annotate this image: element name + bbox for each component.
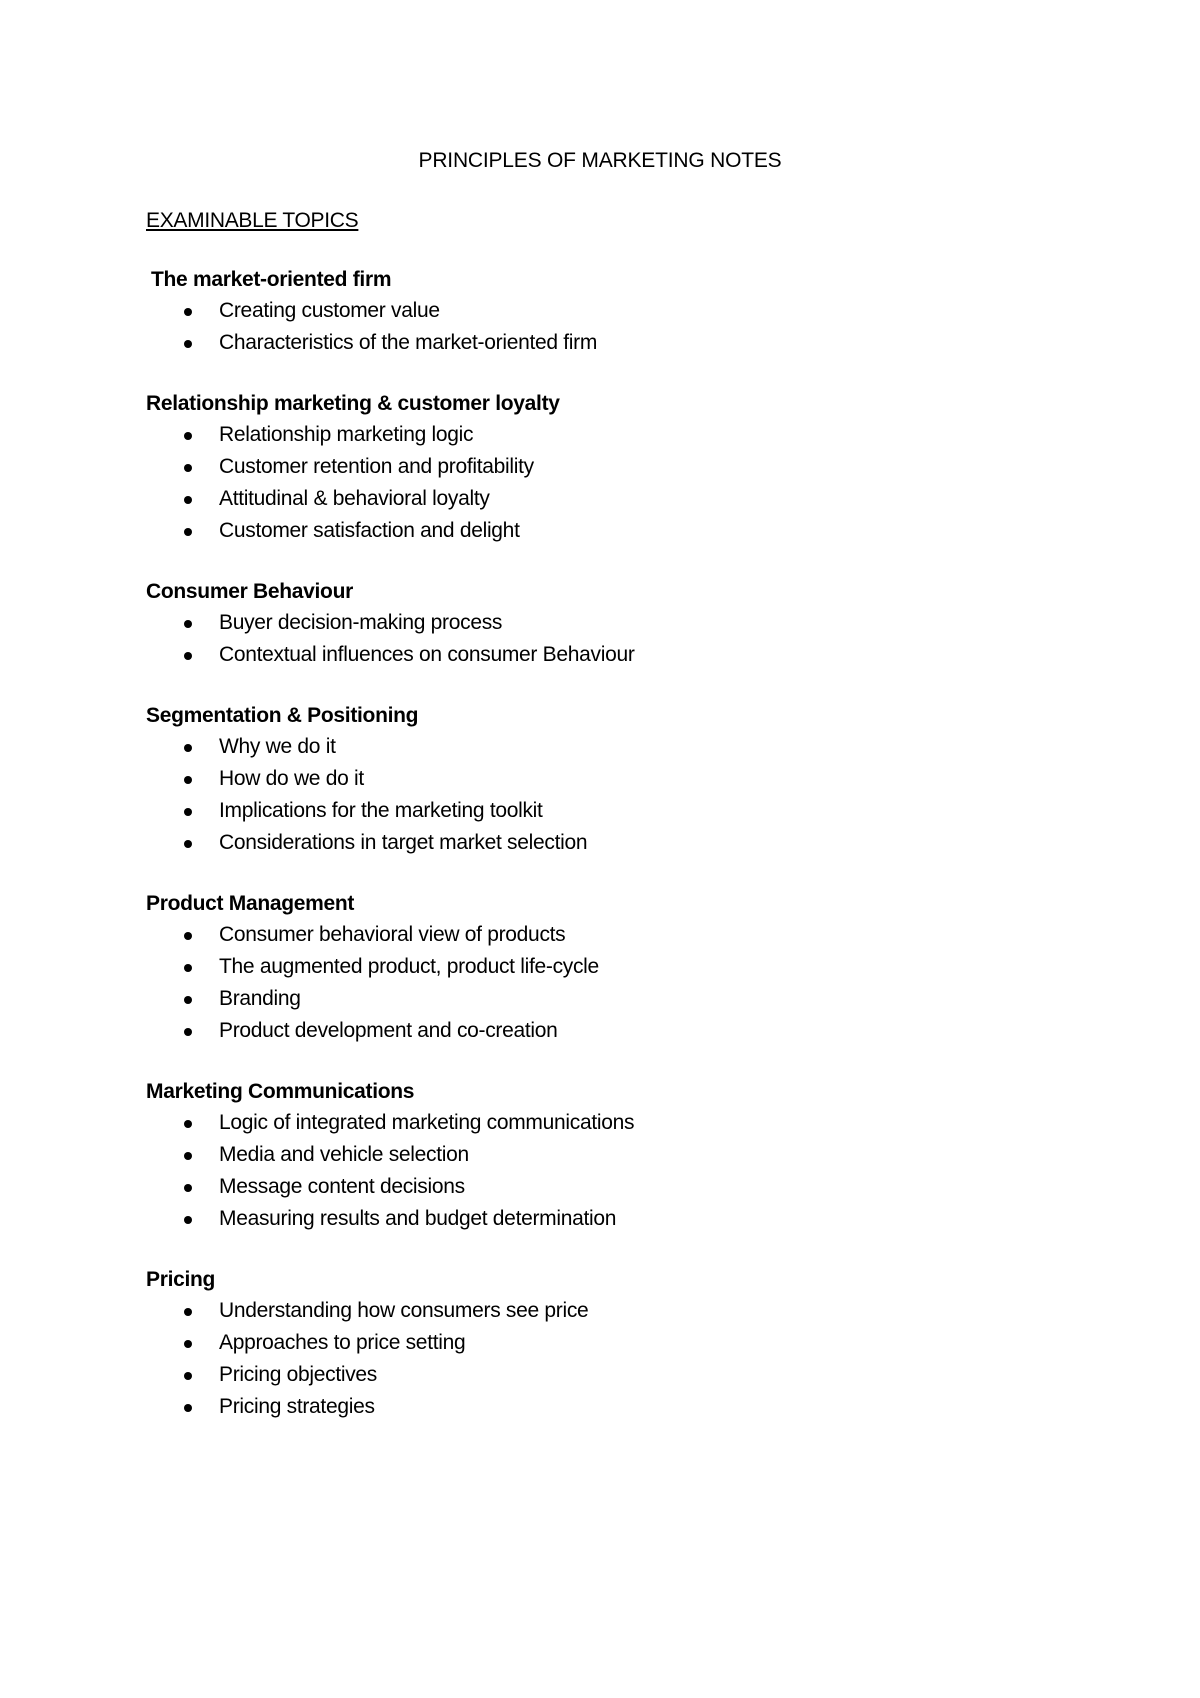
list-item-text: Measuring results and budget determination (219, 1207, 617, 1230)
bullet-icon (184, 840, 192, 848)
topic-section (146, 1265, 1046, 1423)
list-item (146, 1171, 1046, 1203)
list-item (146, 515, 1046, 547)
bullet-icon (184, 652, 192, 660)
list-item (146, 483, 1046, 515)
list-item-text: Implications for the marketing toolkit (219, 799, 543, 822)
bullet-icon (184, 496, 192, 504)
bullet-list (146, 607, 1046, 671)
list-item (146, 1107, 1046, 1139)
list-item (146, 607, 1046, 639)
list-item (146, 951, 1046, 983)
bullet-icon (184, 1028, 192, 1036)
list-item-text: The augmented product, product life-cycle (219, 955, 599, 978)
bullet-icon (184, 776, 192, 784)
list-item (146, 1295, 1046, 1327)
list-item-text: Pricing strategies (219, 1395, 375, 1418)
list-item (146, 1359, 1046, 1391)
bullet-icon (184, 1372, 192, 1380)
list-item (146, 919, 1046, 951)
topic-section (146, 389, 1046, 547)
list-item (146, 731, 1046, 763)
list-item (146, 1203, 1046, 1235)
bullet-icon (184, 620, 192, 628)
bullet-icon (184, 1152, 192, 1160)
list-item (146, 451, 1046, 483)
bullet-icon (184, 932, 192, 940)
section-heading: Segmentation & Positioning (146, 704, 419, 727)
list-item-text: Buyer decision-making process (219, 611, 503, 634)
list-item-text: Considerations in target market selection (219, 831, 588, 854)
bullet-list (146, 1107, 1046, 1235)
list-item-text: Customer satisfaction and delight (219, 519, 520, 542)
list-item-text: Message content decisions (219, 1175, 465, 1198)
list-item (146, 327, 1046, 359)
bullet-icon (184, 1184, 192, 1192)
list-item (146, 827, 1046, 859)
list-item-text: Approaches to price setting (219, 1331, 466, 1354)
section-heading: Marketing Communications (146, 1080, 415, 1103)
bullet-list (146, 1295, 1046, 1423)
list-item (146, 1327, 1046, 1359)
section-heading: Product Management (146, 892, 355, 915)
topic-section (146, 577, 1046, 671)
list-item (146, 983, 1046, 1015)
list-item-text: How do we do it (219, 767, 364, 790)
topic-section (146, 701, 1046, 859)
list-item (146, 295, 1046, 327)
bullet-icon (184, 808, 192, 816)
section-heading: Pricing (146, 1268, 216, 1291)
list-item-text: Logic of integrated marketing communications (219, 1111, 635, 1134)
bullet-icon (184, 996, 192, 1004)
bullet-icon (184, 432, 192, 440)
bullet-icon (184, 1216, 192, 1224)
list-item (146, 1015, 1046, 1047)
list-item-text: Why we do it (219, 735, 336, 758)
list-item-text: Pricing objectives (219, 1363, 378, 1386)
page-subtitle: EXAMINABLE TOPICS (146, 209, 359, 232)
list-item-text: Consumer behavioral view of products (219, 923, 566, 946)
bullet-list (146, 731, 1046, 859)
list-item-text: Understanding how consumers see price (219, 1299, 589, 1322)
topic-section (146, 1077, 1046, 1235)
bullet-list (146, 295, 1046, 359)
topic-section (146, 889, 1046, 1047)
list-item-text: Attitudinal & behavioral loyalty (219, 487, 490, 510)
section-heading: Consumer Behaviour (146, 580, 353, 603)
list-item (146, 1391, 1046, 1423)
list-item (146, 763, 1046, 795)
list-item (146, 419, 1046, 451)
page-title: PRINCIPLES OF MARKETING NOTES (418, 149, 782, 172)
list-item-text: Creating customer value (219, 299, 440, 322)
list-item (146, 1139, 1046, 1171)
bullet-icon (184, 964, 192, 972)
list-item-text: Media and vehicle selection (219, 1143, 469, 1166)
topic-section (146, 265, 1046, 359)
bullet-list (146, 919, 1046, 1047)
bullet-list (146, 419, 1046, 547)
bullet-icon (184, 528, 192, 536)
list-item (146, 639, 1046, 671)
bullet-icon (184, 1404, 192, 1412)
list-item-text: Product development and co-creation (219, 1019, 558, 1042)
bullet-icon (184, 340, 192, 348)
section-heading: The market-oriented firm (151, 268, 392, 291)
list-item-text: Contextual influences on consumer Behaviour (219, 643, 635, 666)
bullet-icon (184, 744, 192, 752)
bullet-icon (184, 1308, 192, 1316)
bullet-icon (184, 464, 192, 472)
bullet-icon (184, 1340, 192, 1348)
list-item (146, 795, 1046, 827)
bullet-icon (184, 1120, 192, 1128)
list-item-text: Relationship marketing logic (219, 423, 474, 446)
list-item-text: Characteristics of the market-oriented firm (219, 331, 598, 354)
list-item-text: Branding (219, 987, 301, 1010)
section-heading: Relationship marketing & customer loyalty (146, 392, 560, 415)
list-item-text: Customer retention and profitability (219, 455, 534, 478)
topics-list (146, 265, 1046, 1453)
bullet-icon (184, 308, 192, 316)
